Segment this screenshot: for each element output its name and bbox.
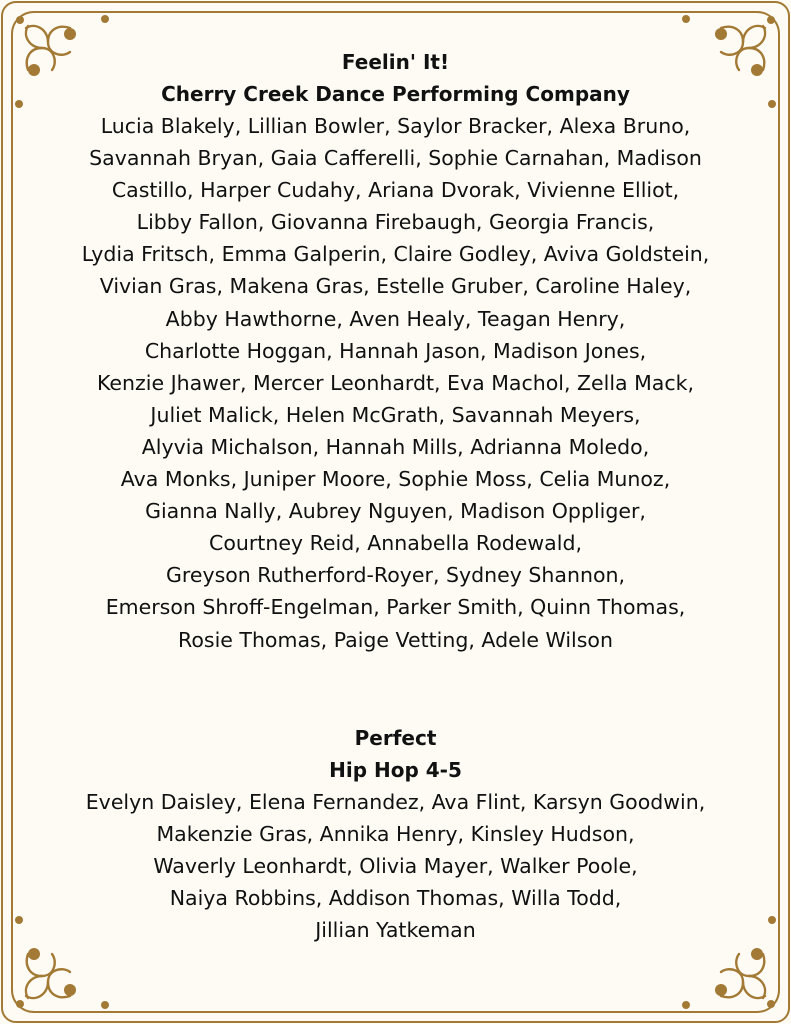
dancer-line: Lydia Fritsch, Emma Galperin, Claire Godley, Aviva Goldstein,: [81, 242, 710, 267]
routine-section: [40, 46, 751, 656]
corner-dot: [28, 64, 40, 76]
dancer-line: Waverly Leonhardt, Olivia Mayer, Walker Poole,: [153, 853, 638, 878]
corner-dot: [768, 916, 776, 924]
routine-title: Feelin' It!: [341, 50, 450, 74]
dancer-line: Savannah Bryan, Gaia Cafferelli, Sophie Carnahan, Madison: [89, 146, 702, 171]
corner-dot: [682, 15, 690, 23]
dancer-list: [40, 786, 751, 946]
corner-flourish-bottom-left: [26, 954, 70, 998]
dancer-line: Emerson Shroff-Engelman, Parker Smith, Quinn Thomas,: [105, 595, 686, 620]
corner-dot: [768, 100, 776, 108]
dancer-line: Abby Hawthorne, Aven Healy, Teagan Henry,: [165, 306, 626, 331]
dancer-line: Lucia Blakely, Lillian Bowler, Saylor Bracker, Alexa Bruno,: [100, 114, 691, 138]
dancer-line: Makenzie Gras, Annika Henry, Kinsley Hudson,: [156, 821, 635, 846]
dancer-line: Castillo, Harper Cudahy, Ariana Dvorak, Vivienne Elliot,: [111, 178, 680, 203]
corner-dot: [16, 1000, 24, 1008]
dancer-line: Kenzie Jhawer, Mercer Leonhardt, Eva Machol, Zella Mack,: [96, 370, 695, 395]
corner-dot: [64, 984, 76, 996]
corner-dot: [15, 916, 23, 924]
dancer-line: Alyvia Michalson, Hannah Mills, Adrianna Moledo,: [141, 434, 650, 459]
dancer-line: Ava Monks, Juniper Moore, Sophie Moss, Celia Munoz,: [120, 467, 671, 492]
routine-title: Perfect: [354, 725, 437, 750]
routine-group: Hip Hop 4-5: [329, 757, 462, 782]
corner-dot: [751, 64, 763, 76]
corner-dot: [15, 100, 23, 108]
corner-dot: [101, 15, 109, 23]
corner-dot: [28, 948, 40, 960]
dancer-list: [40, 110, 751, 656]
dancer-line: Charlotte Hoggan, Hannah Jason, Madison Jones,: [144, 338, 647, 363]
program-content: [40, 46, 751, 946]
routine-group: Cherry Creek Dance Performing Company: [161, 82, 630, 106]
dancer-line: Courtney Reid, Annabella Rodewald,: [209, 531, 582, 556]
corner-dot: [751, 948, 763, 960]
dancer-line: Libby Fallon, Giovanna Firebaugh, Georgia Francis,: [136, 210, 655, 235]
corner-dot: [715, 984, 727, 996]
dancer-line: Naiya Robbins, Addison Thomas, Willa Todd,: [169, 885, 622, 910]
corner-flourish-bottom-right: [721, 954, 765, 998]
routine-section: [40, 722, 751, 946]
corner-dot: [16, 16, 24, 24]
corner-dot: [767, 1000, 775, 1008]
corner-dot: [101, 1001, 109, 1009]
dancer-line: Gianna Nally, Aubrey Nguyen, Madison Oppliger,: [145, 499, 646, 524]
corner-dot: [682, 1001, 690, 1009]
dancer-line: Rosie Thomas, Paige Vetting, Adele Wilson: [178, 627, 613, 652]
corner-dot: [715, 28, 727, 40]
dancer-line: Vivian Gras, Makena Gras, Estelle Gruber, Caroline Haley,: [99, 274, 692, 299]
corner-dot: [64, 28, 76, 40]
dancer-line: Juliet Malick, Helen McGrath, Savannah Meyers,: [150, 402, 641, 427]
corner-dot: [767, 16, 775, 24]
dancer-line: Evelyn Daisley, Elena Fernandez, Ava Flint, Karsyn Goodwin,: [85, 789, 706, 814]
dancer-line: Greyson Rutherford-Royer, Sydney Shannon,: [165, 563, 626, 588]
dancer-line: Jillian Yatkeman: [315, 917, 476, 942]
